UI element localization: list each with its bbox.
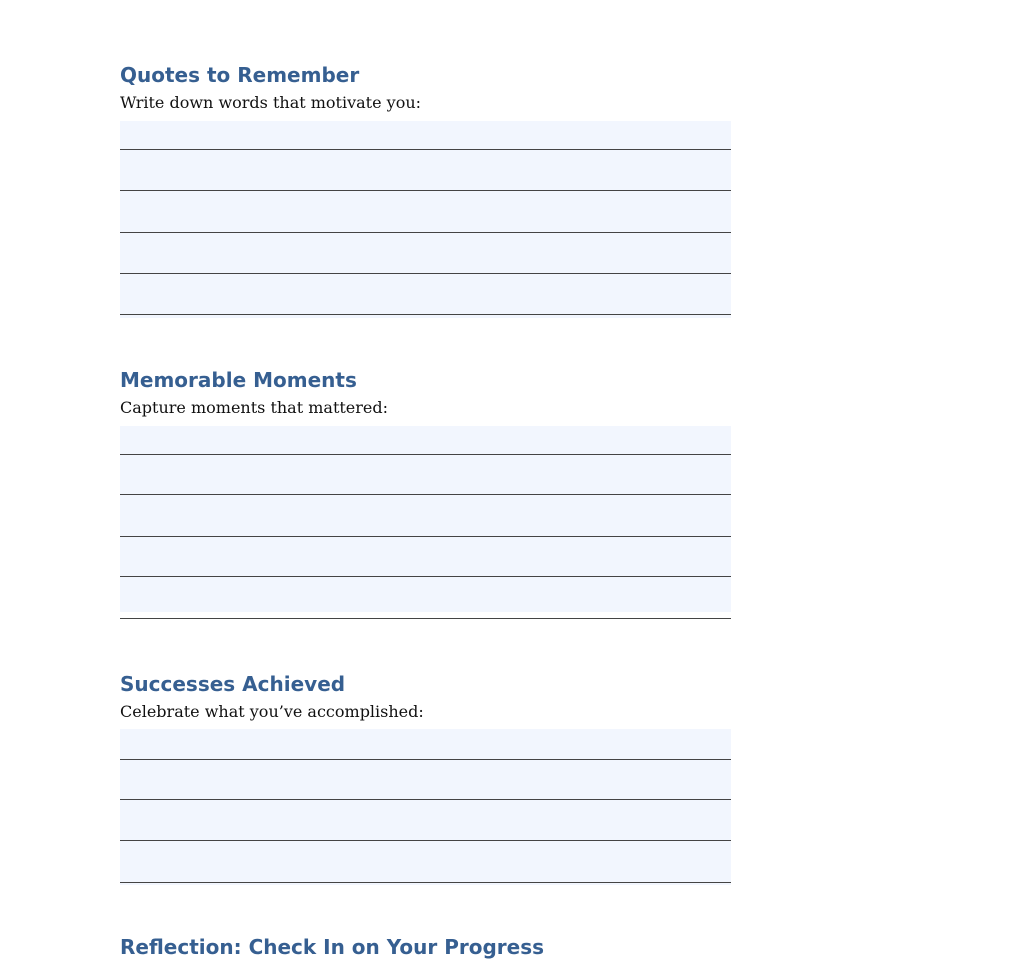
- section-prompt-successes: Celebrate what you’ve accomplished:: [120, 702, 424, 721]
- writing-line: [120, 576, 731, 577]
- writing-line: [120, 799, 731, 800]
- writing-line: [120, 494, 731, 495]
- writing-line: [120, 273, 731, 274]
- writing-area-successes[interactable]: [120, 729, 731, 885]
- writing-line: [120, 536, 731, 537]
- writing-line: [120, 190, 731, 191]
- writing-line: [120, 759, 731, 760]
- section-title-quotes: Quotes to Remember: [120, 63, 360, 87]
- writing-line: [120, 314, 731, 315]
- section-quotes: [120, 62, 731, 318]
- section-title-moments: Memorable Moments: [120, 368, 357, 392]
- section-successes: [120, 671, 731, 885]
- section-title-reflection: Reflection: Check In on Your Progress: [120, 935, 545, 959]
- section-prompt-quotes: Write down words that motivate you:: [120, 93, 422, 112]
- writing-line: [120, 149, 731, 150]
- writing-line: [120, 882, 731, 883]
- writing-line: [120, 232, 731, 233]
- section-reflection: [120, 934, 731, 960]
- writing-area-quotes[interactable]: [120, 121, 731, 318]
- section-title-successes: Successes Achieved: [120, 672, 346, 696]
- section-moments: [120, 367, 731, 612]
- writing-line: [120, 618, 731, 619]
- writing-line: [120, 454, 731, 455]
- writing-line: [120, 840, 731, 841]
- section-prompt-moments: Capture moments that mattered:: [120, 398, 389, 417]
- writing-area-moments[interactable]: [120, 426, 731, 612]
